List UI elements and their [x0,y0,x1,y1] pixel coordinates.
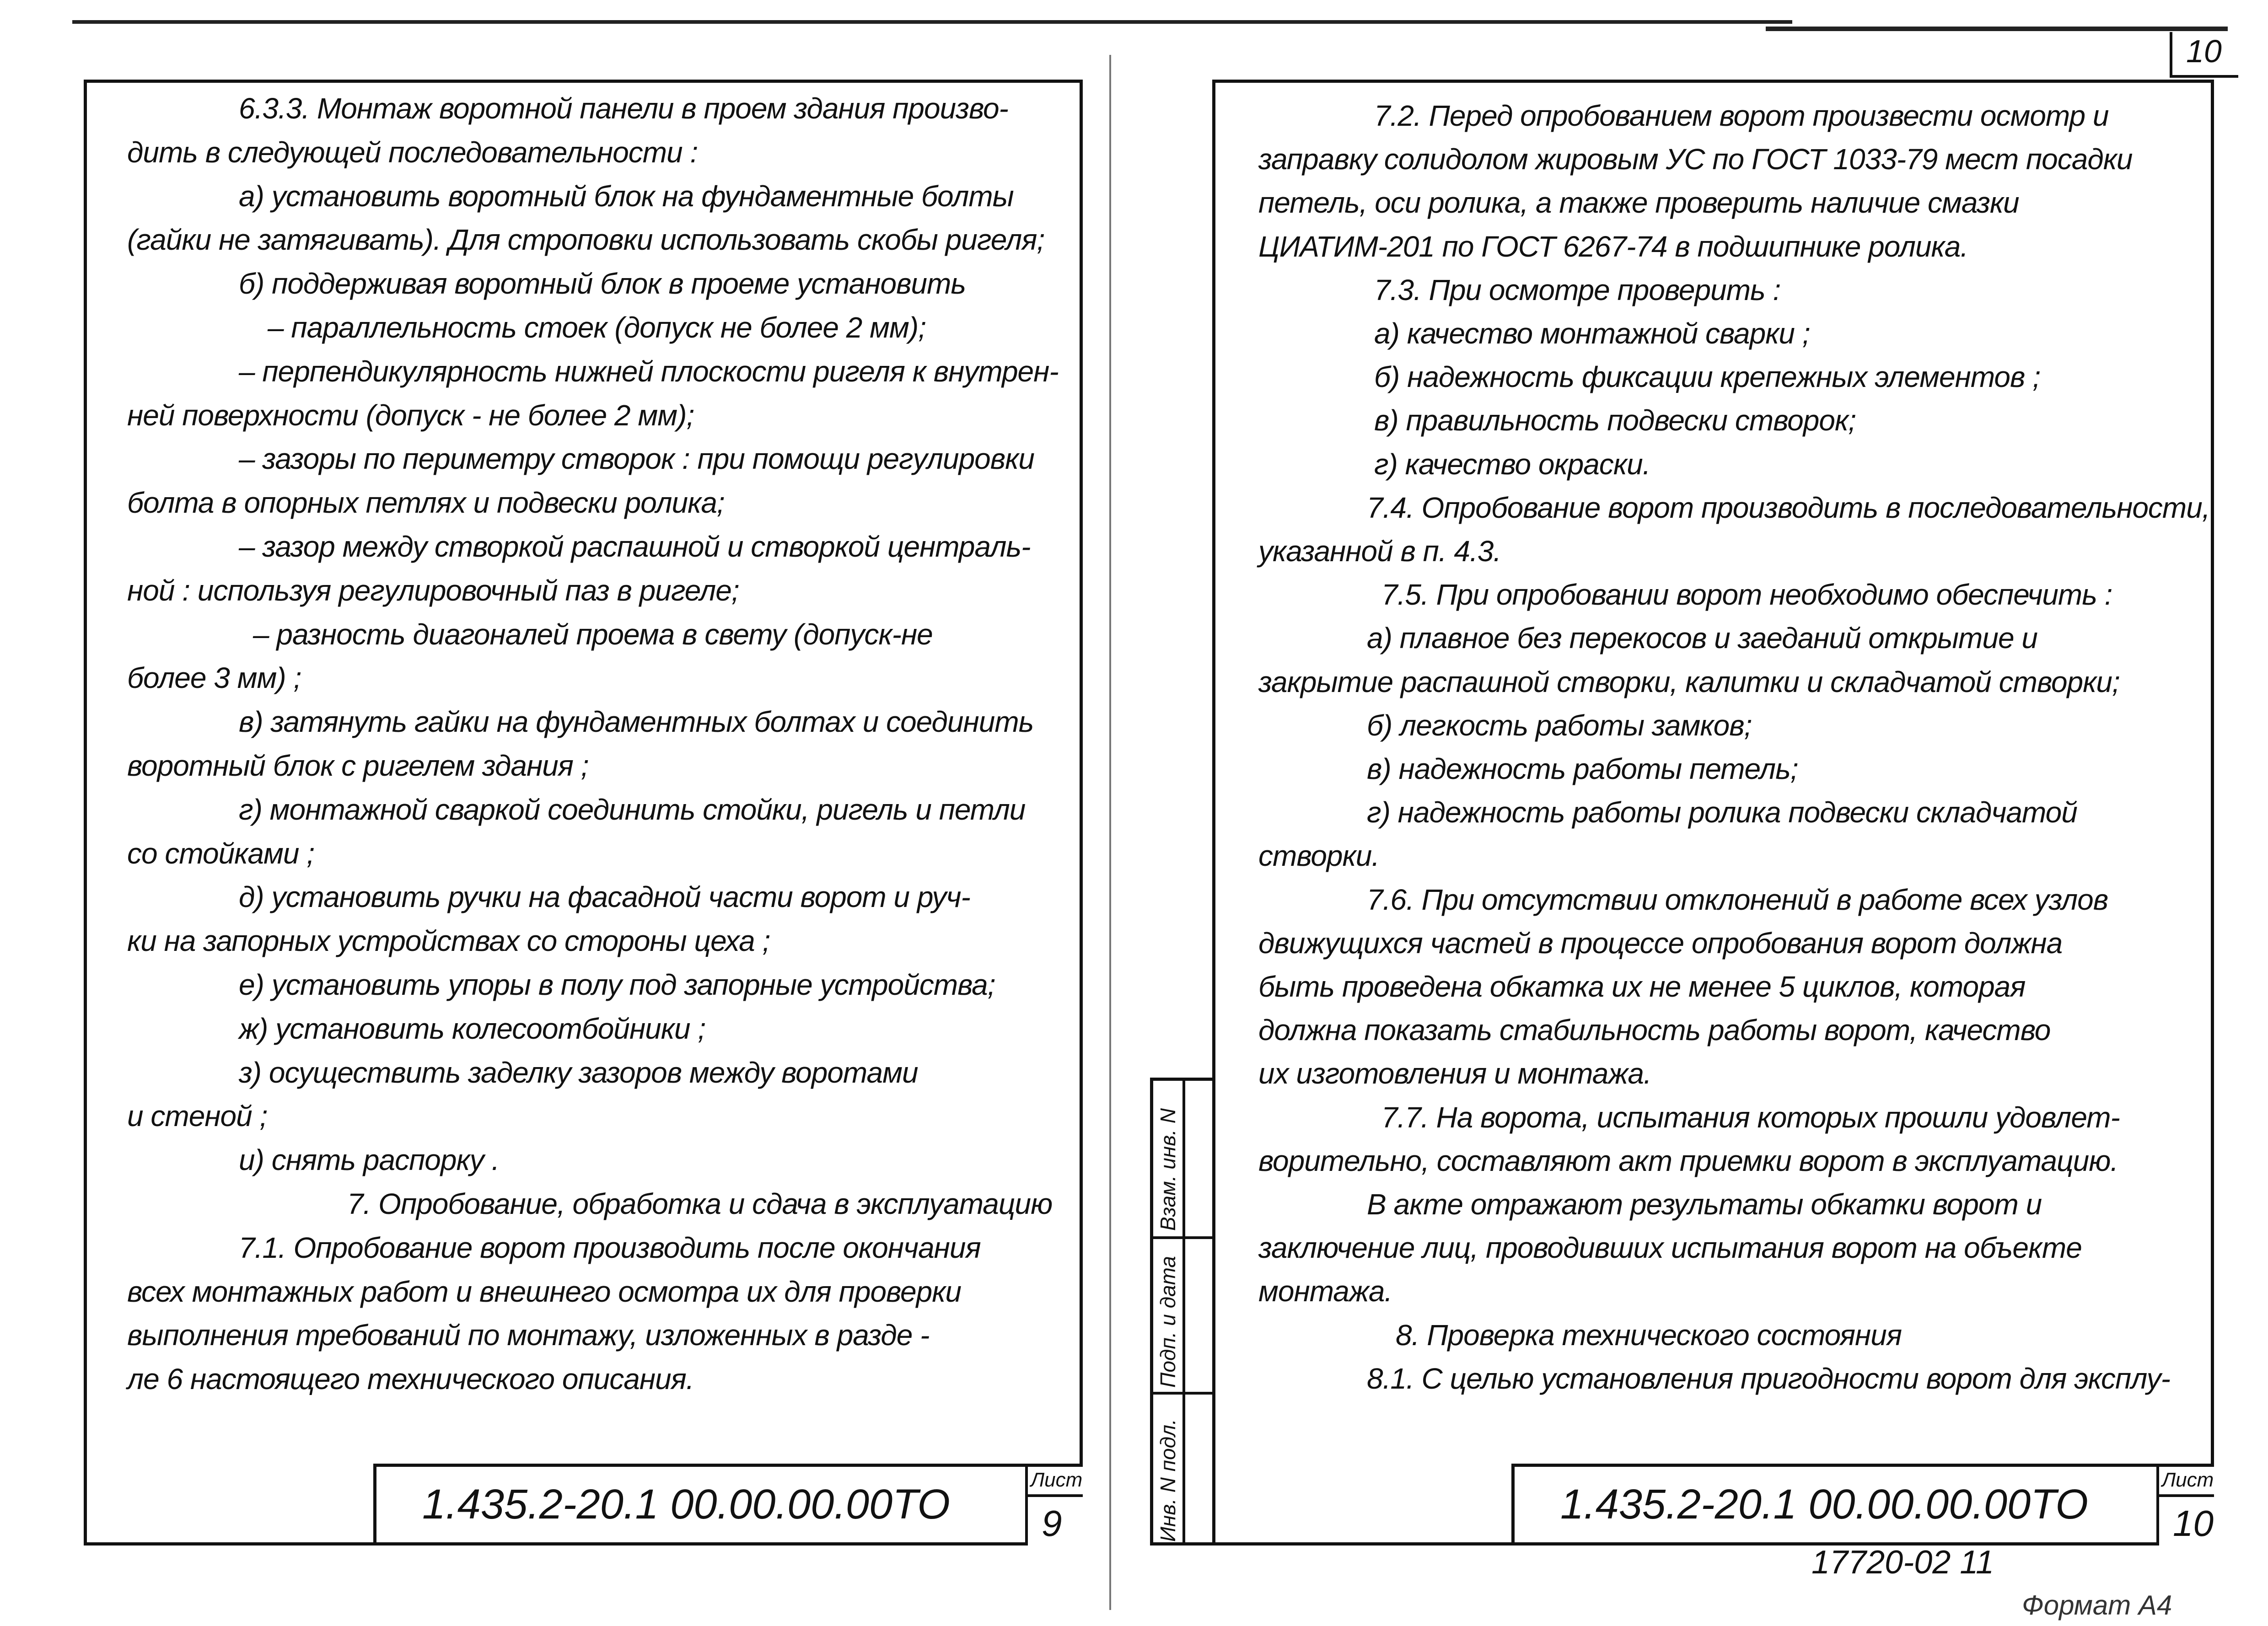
left_page-line: – разность диагоналей проема в свету (допуск-не [253,618,933,651]
right_page-line: указанной в п. 4.3. [1258,535,1501,568]
sheet-cell [1025,1467,1083,1546]
right_page-line: ворительно, составляют акт приемки ворот в эксплуатацию. [1258,1144,2118,1177]
sheet-label: Лист [1031,1469,1083,1491]
right_page-line: монтажа. [1258,1275,1392,1308]
right_page-line: должна показать стабильность работы ворот, качество [1258,1014,2051,1046]
right_page-line: г) качество окраски. [1374,448,1650,481]
sheet-label: Лист [2162,1469,2214,1491]
stamp-cell-replace-inv [1153,1081,1212,1236]
right_page-line: б) надежность фиксации крепежных элементов ; [1374,360,2040,393]
left_page-line: болта в опорных петлях и подвески ролика; [127,486,725,519]
right_page-line: закрытие распашной створки, калитки и складчатой створки; [1258,665,2120,698]
left_page-line: з) осуществить заделку зазоров между воротами [239,1056,918,1089]
left_page-line: в) затянуть гайки на фундаментных болтах и соединить [239,705,1034,738]
left_page-line: более 3 мм) ; [127,661,301,694]
right_page-line: а) качество монтажной сварки ; [1374,317,1810,350]
right_page-line: 7.5. При опробовании ворот необходимо обеспечить : [1381,578,2112,611]
right_page-line: в) надежность работы петель; [1367,752,1798,785]
left_page-line: е) установить упоры в полу под запорные устройства; [239,968,995,1001]
document-code: 1.435.2-20.1 00.00.00.00ТО [422,1481,950,1528]
right_page-line: 7.4. Опробование ворот производить в последовательности, [1367,491,2210,524]
sheet-number: 9 [1042,1503,1062,1544]
left_page-line: 7. Опробование, обработка и сдача в эксплуатацию [347,1187,1053,1220]
left_page-line: 6.3.3. Монтаж воротной панели в проем здания произво- [239,92,1008,125]
right_page-line: б) легкость работы замков; [1367,709,1752,742]
side-stamp [1150,1078,1215,1546]
left_page-line: ной : используя регулировочный паз в ригеле; [127,574,739,607]
left_page-line: ж) установить колесоотбойники ; [239,1012,706,1045]
left_page-line: выполнения требований по монтажу, изложенных в разде - [127,1319,930,1352]
document-code: 1.435.2-20.1 00.00.00.00ТО [1560,1481,2088,1528]
left_page-line: – параллельность стоек (допуск не более 2 мм); [268,311,926,344]
left_page-line: г) монтажной сваркой соединить стойки, ригель и петли [239,793,1026,826]
left_page-line: и стеной ; [127,1100,268,1132]
right_page-line: 7.2. Перед опробованием ворот произвести осмотр и [1374,99,2109,132]
right_page-line: 7.3. При осмотре проверить : [1374,274,1781,306]
right_page-line: в) правильность подвески створок; [1374,404,1856,437]
right_page-line: В акте отражают результаты обкатки ворот и [1367,1188,2042,1221]
right_page-line: петель, оси ролика, а также проверить наличие смазки [1258,186,2019,219]
right_page-line: заключение лиц, проводивших испытания ворот на объекте [1258,1231,2082,1264]
stamp-cell-original-inv [1153,1392,1212,1546]
left_page-line: а) установить воротный блок на фундаментные болты [239,180,1014,213]
left_page-line: дить в следующей последовательности : [127,136,698,169]
stamp-cell-signature-date [1153,1236,1212,1392]
right_page-line: а) плавное без перекосов и заеданий открытие и [1367,622,2037,655]
right_page-line: движущихся частей в процессе опробования ворот должна [1258,927,2063,960]
right_page-line: 7.7. На ворота, испытания которых прошли удовлет- [1381,1101,2120,1134]
top-rule-right [1766,27,2228,31]
archive-number: 17720-02 11 [1811,1544,1994,1581]
stamp-label: Подп. и дата [1156,1256,1180,1388]
left_page-line: и) снять распорку . [239,1143,500,1176]
left_page-line: 7.1. Опробование ворот производить после окончания [239,1231,981,1264]
left_page-line: ки на запорных устройствах со стороны цеха ; [127,924,770,957]
right_page-line: 8.1. С целью установления пригодности ворот для эксплу- [1367,1362,2170,1395]
left_page-line: – перпендикулярность нижней плоскости ригеля к внутрен- [239,355,1059,388]
top-sheet-number-box [2170,32,2238,78]
format-note: Формат А4 [2022,1590,2172,1621]
center-fold [1109,55,1111,1610]
top-rule-left [72,20,1792,24]
top-sheet-number: 10 [2186,33,2222,69]
sheet-number: 10 [2173,1503,2214,1544]
sheet-cell [2156,1467,2214,1546]
left-title-block [373,1464,1083,1546]
right_page-line: их изготовления и монтажа. [1258,1057,1651,1090]
left_page-line: ней поверхности (допуск - не более 2 мм); [127,399,694,432]
left_page-line: всех монтажных работ и внешнего осмотра их для проверки [127,1275,962,1308]
left_page-line: – зазор между створкой распашной и створкой централь- [239,530,1031,563]
left_page-line: со стойками ; [127,837,314,870]
right_page-line: створки. [1258,839,1380,872]
right_page-line: 8. Проверка технического состояния [1396,1319,1902,1352]
right_page-line: заправку солидолом жировым УС по ГОСТ 1033-79 мест посадки [1258,143,2133,176]
right_page-line: быть проведена обкатка их не менее 5 циклов, которая [1258,970,2026,1003]
left_page-line: д) установить ручки на фасадной части ворот и руч- [239,880,970,913]
right_page-line: ЦИАТИМ-201 по ГОСТ 6267-74 в подшипнике ролика. [1258,230,1968,263]
right-title-block [1511,1464,2214,1546]
right_page-line: 7.6. При отсутствии отклонений в работе всех узлов [1367,883,2108,916]
left_page-line: ле 6 настоящего технического описания. [127,1363,694,1395]
left_page-line: б) поддерживая воротный блок в проеме установить [239,267,966,300]
left_page-line: воротный блок с ригелем здания ; [127,749,589,782]
left_page-line: (гайки не затягивать). Для строповки использовать скобы ригеля; [127,223,1045,256]
stamp-label: Взам. инв. N [1156,1108,1180,1231]
stamp-label: Инв. N подл. [1156,1419,1180,1542]
left_page-line: – зазоры по периметру створок : при помощи регулировки [239,442,1034,475]
right_page-line: г) надежность работы ролика подвески складчатой [1367,796,2077,829]
